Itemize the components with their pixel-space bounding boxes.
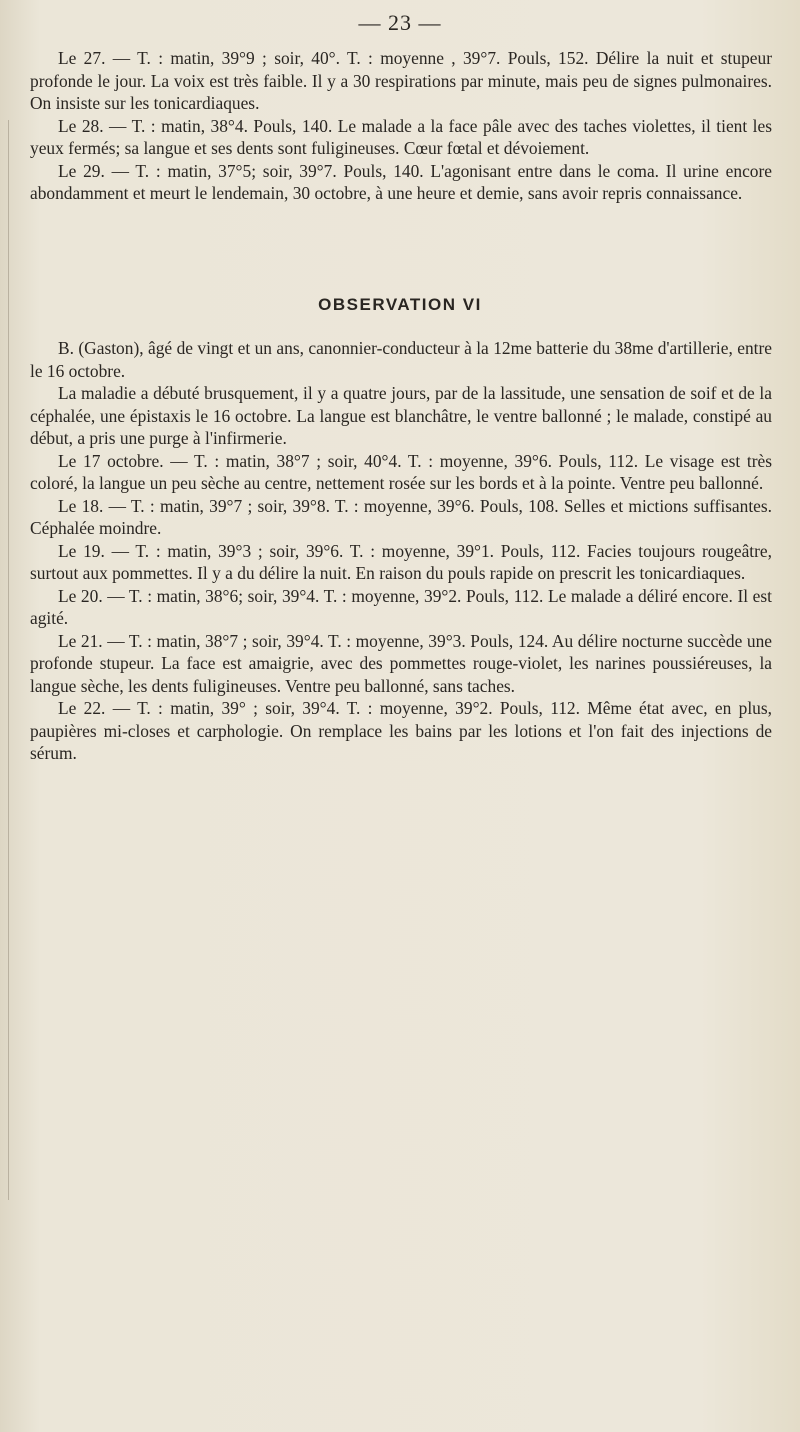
case-continuation-text xyxy=(30,47,772,205)
paragraph-patient-intro: B. (Gaston), âgé de vingt et un ans, canonnier-conducteur à la 12me batterie du 38me d'artillerie, entre le 16 octobre. xyxy=(30,338,772,381)
paragraph-day-27: Le 27. — T. : matin, 39°9 ; soir, 40°. T. : moyenne , 39°7. Pouls, 152. Délire la nuit et stupeur profonde le jour. La voix est très faible. Il y a 30 respirations par minute, mais peu de signes pulmonaires. On insiste sur les tonicardiaques. xyxy=(30,48,772,113)
page-number: — 23 — xyxy=(358,10,442,35)
binding-edge-line xyxy=(8,120,9,1200)
paragraph-day-28: Le 28. — T. : matin, 38°4. Pouls, 140. Le malade a la face pâle avec des taches violettes, il tient les yeux fermés; sa langue et ses dents sont fuligineuses. Cœur fœtal et dévoiement. xyxy=(30,115,772,158)
observation-vi-text xyxy=(30,337,772,765)
paragraph-onset: La maladie a débuté brusquement, il y a quatre jours, par de la lassitude, une sensation de soif et de la céphalée, une épistaxis le 16 octobre. La langue est blanchâtre, le ventre ballonné ; le malade, constipé au début, a pris une purge à l'infirmerie. xyxy=(30,383,772,448)
paragraph-oct-21: Le 21. — T. : matin, 38°7 ; soir, 39°4. T. : moyenne, 39°3. Pouls, 124. Au délire nocturne succède une profonde stupeur. La face est amaigrie, avec des pommettes rouge-violet, les narines poussiéreuses, la langue sèche, les dents fuligineuses. Ventre peu ballonné, sans taches. xyxy=(30,630,772,696)
paragraph-oct-18: Le 18. — T. : matin, 39°7 ; soir, 39°8. T. : moyenne, 39°6. Pouls, 108. Selles et mictions suffisantes. Céphalée moindre. xyxy=(30,495,772,538)
paragraph-oct-20: Le 20. — T. : matin, 38°6; soir, 39°4. T. : moyenne, 39°2. Pouls, 112. Le malade a déliré encore. Il est agité. xyxy=(30,585,772,628)
paragraph-oct-22: Le 22. — T. : matin, 39° ; soir, 39°4. T. : moyenne, 39°2. Pouls, 112. Même état avec, en plus, paupières mi-closes et carphologie. On remplace les bains par les lotions et l'on fait des injections de sérum. xyxy=(30,698,772,763)
paragraph-oct-17: Le 17 octobre. — T. : matin, 38°7 ; soir, 40°4. T. : moyenne, 39°6. Pouls, 112. Le visage est très coloré, la langue un peu sèche au centre, nettement rosée sur les bords et à la pointe. Ventre peu ballonné. xyxy=(30,450,772,493)
paragraph-oct-19: Le 19. — T. : matin, 39°3 ; soir, 39°6. T. : moyenne, 39°1. Pouls, 112. Facies toujours rougeâtre, surtout aux pommettes. Il y a du délire la nuit. En raison du pouls rapide on prescrit les tonicardiaques. xyxy=(30,540,772,583)
paragraph-day-29: Le 29. — T. : matin, 37°5; soir, 39°7. Pouls, 140. L'agonisant entre dans le coma. Il urine encore abondamment et meurt le lendemain, 30 octobre, à une heure et demie, sans avoir repris connaissance. xyxy=(30,160,772,203)
observation-heading: OBSERVATION VI xyxy=(318,295,482,314)
